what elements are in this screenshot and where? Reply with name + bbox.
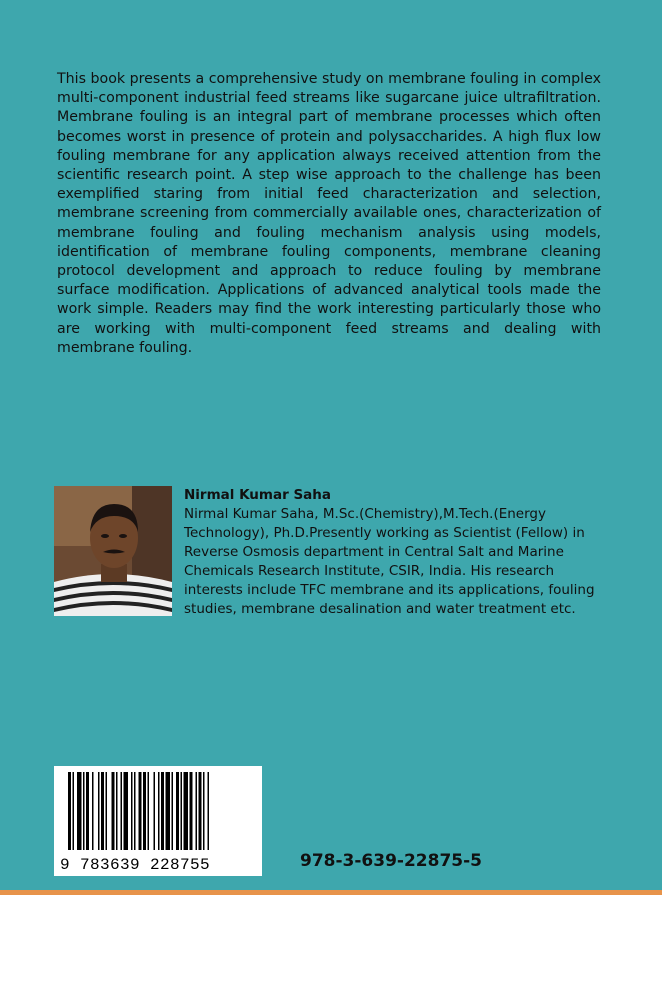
barcode-bar <box>143 772 146 850</box>
isbn-barcode <box>54 766 262 876</box>
barcode-bar <box>139 772 142 850</box>
author-bio: Nirmal Kumar Saha, M.Sc.(Chemistry),M.Tech.(Energy Technology), Ph.D.Presently working as Scientist (Fellow) in Reverse Osmosis department in Central Salt and Marine Chemicals Research Institute, CSIR, India. His research interests include TFC membrane and its applications, fouling studies, membrane desalination and water treatment etc. <box>184 506 595 617</box>
barcode-bar <box>148 772 150 850</box>
barcode-bar <box>121 772 123 850</box>
barcode-bar <box>86 772 89 850</box>
barcode-bar <box>181 772 183 850</box>
barcode-bar <box>196 772 198 850</box>
author-section <box>184 486 604 619</box>
barcode-bar <box>154 772 156 850</box>
barcode-bar <box>92 772 94 850</box>
barcode-bar <box>208 772 210 850</box>
barcode-bar <box>190 772 193 850</box>
barcode-bar <box>199 772 202 850</box>
author-portrait-image <box>54 486 172 616</box>
barcode-bar <box>68 772 71 850</box>
barcode-bar <box>83 772 85 850</box>
barcode-bar <box>166 772 171 850</box>
isbn-number: 978-3-639-22875-5 <box>300 851 482 871</box>
barcode-bar <box>106 772 108 850</box>
barcode-bar <box>116 772 118 850</box>
barcode-bar <box>73 772 75 850</box>
barcode-bar <box>124 772 129 850</box>
cover-bottom-stripe <box>0 890 662 895</box>
barcode-bar <box>176 772 179 850</box>
barcode-bar <box>158 772 160 850</box>
barcode-bar <box>161 772 164 850</box>
barcode-digits: 9 783639 228755 <box>60 856 211 874</box>
author-photo <box>54 486 172 616</box>
author-name: Nirmal Kumar Saha <box>184 487 332 503</box>
barcode-bar <box>134 772 136 850</box>
barcode-bar <box>184 772 189 850</box>
barcode-bar <box>101 772 104 850</box>
barcode-bar <box>172 772 174 850</box>
barcode-bar <box>112 772 115 850</box>
barcode-bar <box>203 772 205 850</box>
barcode-bar <box>77 772 82 850</box>
barcode-bar <box>98 772 100 850</box>
barcode-bar <box>131 772 133 850</box>
book-description: This book presents a comprehensive study on membrane fouling in complex multi-component industrial feed streams like sugarcane juice ultrafiltration. Membrane fouling is an integral part of membrane processes which often becomes worst in presence of protein and polysaccharides. A high flux low fouling membrane for any application always received attention from the scientific research point. A step wise approach to the challenge has been exemplified staring from initial feed characterization and selection, membrane screening from commercially available ones, characterization of membrane fouling and fouling mechanism analysis using models, identification of membrane fouling components, membrane cleaning protocol development and approach to reduce fouling by membrane surface modification. Applications of advanced analytical tools made the work simple. Readers may find the work interesting particularly those who are working with multi-component feed streams and dealing with membrane fouling. <box>57 71 601 356</box>
barcode-icon <box>54 766 262 876</box>
